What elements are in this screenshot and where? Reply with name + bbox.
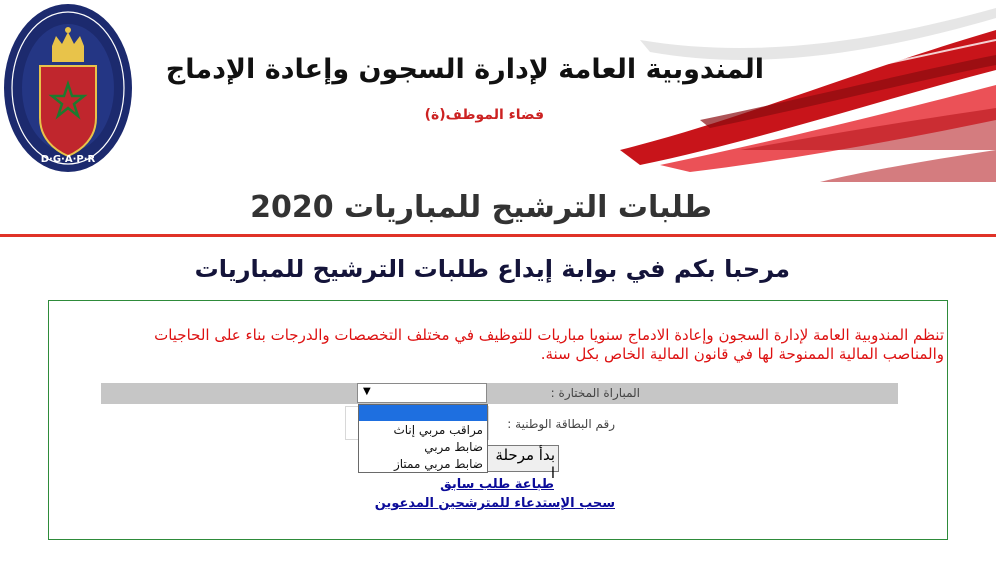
dropdown-option[interactable]: ضابط مربي xyxy=(424,440,483,454)
dropdown-option[interactable]: ضابط مربي ممتاز xyxy=(393,457,483,471)
site-header xyxy=(0,0,996,182)
divider xyxy=(0,234,996,237)
contest-label: المباراة المختارة : xyxy=(550,386,640,400)
dropdown-option[interactable]: مراقب مربي إناث xyxy=(393,423,483,437)
logo-lettering: D·G·A·P·R xyxy=(40,154,96,165)
organization-title: المندوبية العامة لإدارة السجون وإعادة الإدماج xyxy=(165,54,764,85)
contest-dropdown-list xyxy=(358,404,488,473)
withdraw-convocation-link[interactable]: سحب الإستدعاء للمترشحين المدعوين xyxy=(374,496,615,511)
employee-space-subtitle: فضاء الموظف(ة) xyxy=(424,107,544,123)
print-previous-link[interactable]: طباعة طلب سابق xyxy=(440,477,554,492)
cin-label: رقم البطاقة الوطنية : xyxy=(507,417,615,431)
page-title: طلبات الترشيح للمباريات 2020 xyxy=(250,190,712,225)
dgapr-logo xyxy=(0,0,140,182)
contest-select[interactable] xyxy=(357,383,487,403)
contest-row xyxy=(101,383,898,404)
chevron-down-icon: ▼ xyxy=(363,386,371,397)
welcome-heading: مرحبا بكم في بوابة إيداع طلبات الترشيح للمباريات xyxy=(194,255,790,283)
intro-text: تنظم المندوبية العامة لإدارة السجون وإعادة الادماج سنويا مباريات للتوظيف في مختلف التخصصات والدرجات بناء على الحاجيات والمناصب المالية الممنوحة لها في قانون المالية الخاص بكل سنة. xyxy=(154,326,944,363)
decorative-red-swoosh xyxy=(0,0,996,182)
dropdown-option-empty[interactable] xyxy=(359,405,487,421)
start-application-button[interactable]: بدأ مرحلة ا xyxy=(487,445,559,472)
